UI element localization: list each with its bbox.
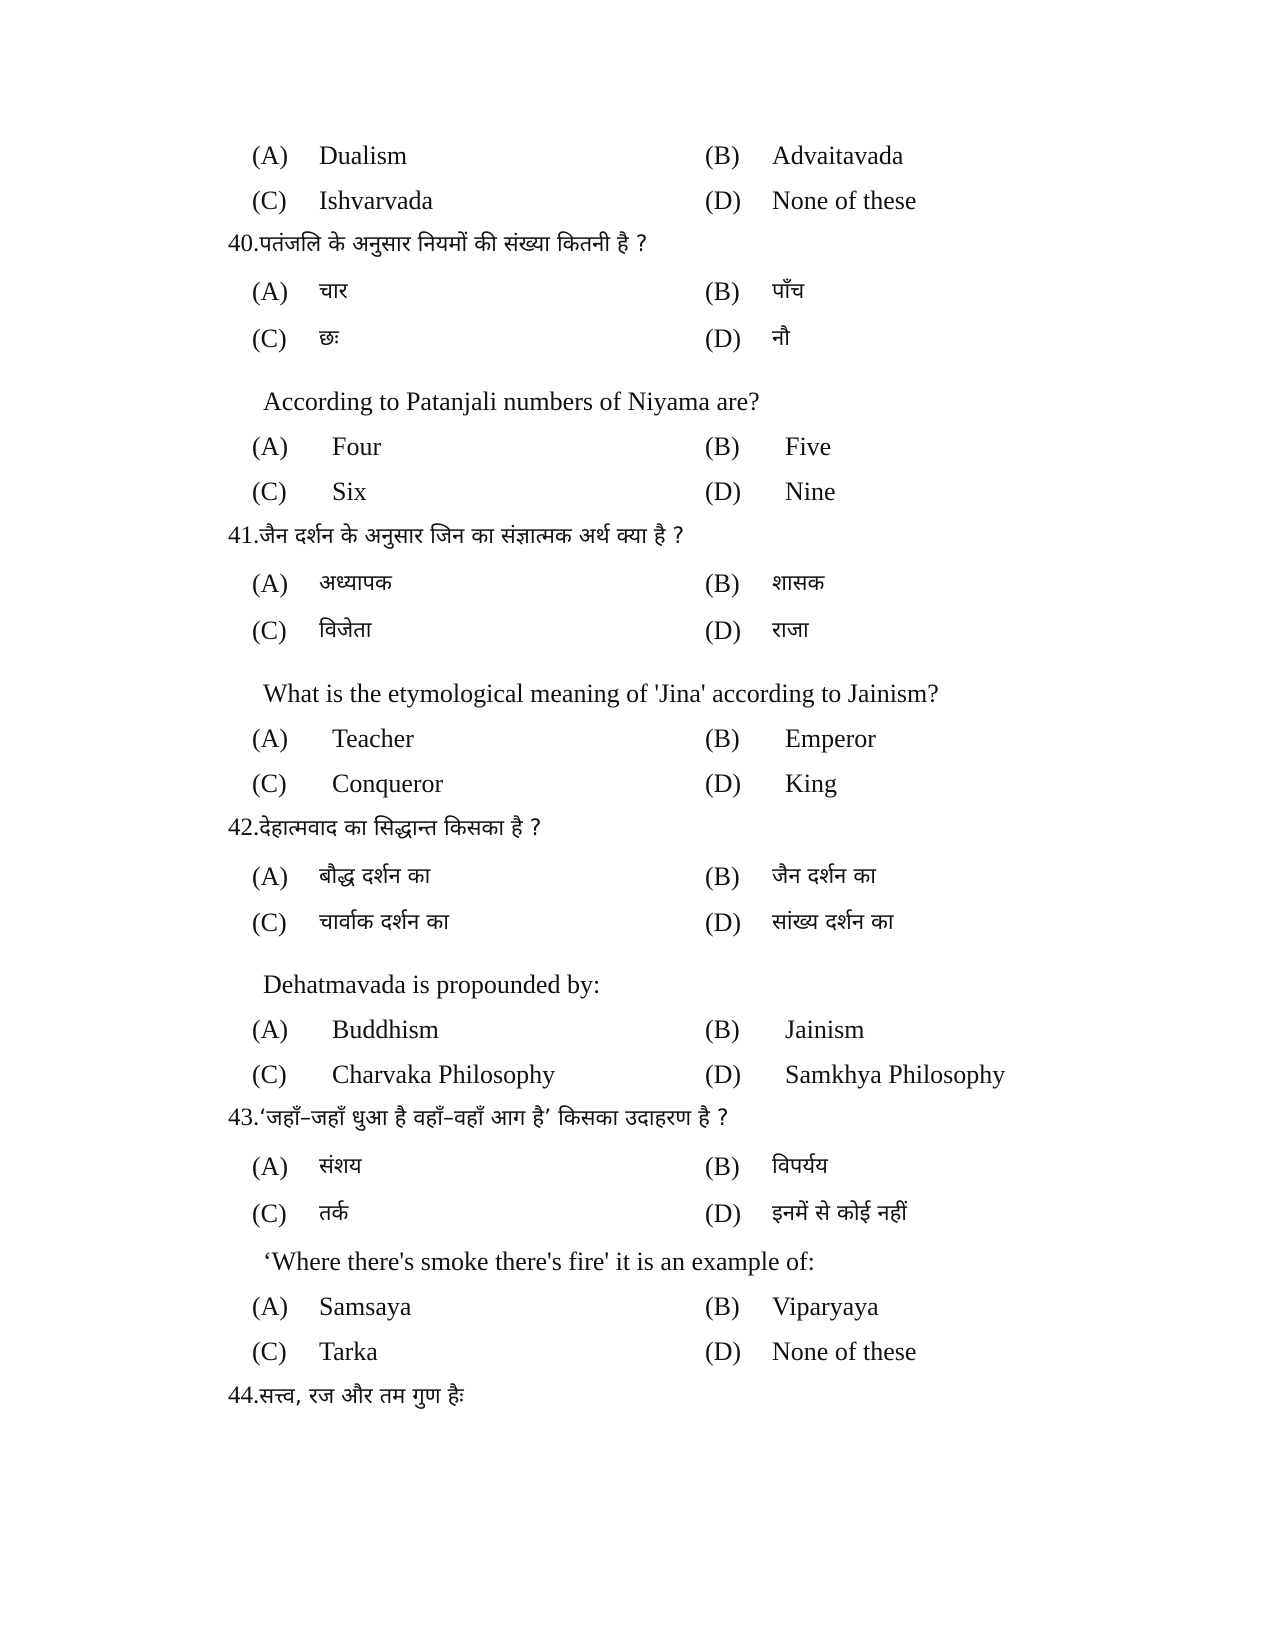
option-letter: (D)	[705, 1199, 742, 1228]
option-letter: (A)	[252, 432, 289, 461]
option-text: Buddhism	[332, 1015, 439, 1044]
option-letter: (A)	[252, 1292, 289, 1321]
option-letter: (A)	[252, 1015, 289, 1044]
option-letter: (D)	[705, 186, 742, 215]
option-letter: (C)	[252, 908, 287, 937]
option-letter: (B)	[705, 862, 740, 891]
question-text-english: What is the etymological meaning of 'Jina' according to Jainism?	[263, 679, 939, 708]
question-text-hindi: पतंजलि के अनुसार नियमों की संख्या कितनी है ?	[259, 232, 648, 257]
question-text-english: According to Patanjali numbers of Niyama are?	[263, 387, 760, 416]
option-letter: (A)	[252, 569, 289, 598]
question-number: 40.	[228, 230, 260, 257]
option-text: Advaitavada	[772, 141, 904, 170]
question-text-hindi: सत्त्व, रज और तम गुण हैः	[259, 1384, 464, 1409]
option-letter: (B)	[705, 724, 740, 753]
option-letter: (D)	[705, 908, 742, 937]
option-letter: (B)	[705, 1292, 740, 1321]
option-text: चार्वाक दर्शन का	[319, 910, 449, 935]
option-letter: (D)	[705, 769, 742, 798]
option-text: राजा	[772, 618, 809, 643]
option-text: तर्क	[319, 1201, 349, 1226]
option-letter: (B)	[705, 141, 740, 170]
option-letter: (D)	[705, 1060, 742, 1089]
question-number: 44.	[228, 1382, 260, 1409]
option-text: Emperor	[785, 724, 876, 753]
option-text: विजेता	[319, 618, 372, 643]
option-letter: (C)	[252, 769, 287, 798]
option-text: छः	[319, 326, 339, 351]
option-letter: (A)	[252, 1152, 289, 1181]
option-text: पाँच	[772, 279, 805, 304]
option-letter: (C)	[252, 186, 287, 215]
option-text: Tarka	[319, 1337, 378, 1366]
option-text: नौ	[772, 326, 790, 351]
option-text: संशय	[319, 1154, 362, 1179]
option-text: बौद्ध दर्शन का	[319, 864, 431, 889]
option-text: Ishvarvada	[319, 186, 434, 215]
option-text: Jainism	[785, 1015, 865, 1044]
option-text: None of these	[772, 186, 917, 215]
option-text: चार	[319, 279, 348, 304]
option-text: Six	[332, 477, 367, 506]
option-letter: (C)	[252, 477, 287, 506]
question-stem	[228, 1098, 729, 1138]
option-text: Samkhya Philosophy	[785, 1060, 1006, 1089]
option-letter: (B)	[705, 1152, 740, 1181]
option-letter: (B)	[705, 569, 740, 598]
option-letter: (B)	[705, 432, 740, 461]
option-letter: (D)	[705, 1337, 742, 1366]
question-text-hindi: देहात्मवाद का सिद्धान्त किसका है ?	[259, 816, 542, 841]
option-text: सांख्य दर्शन का	[772, 910, 894, 935]
option-text: शासक	[772, 571, 825, 596]
option-text: जैन दर्शन का	[772, 864, 876, 889]
option-letter: (D)	[705, 616, 742, 645]
question-text-english: ‘Where there's smoke there's fire' it is an example of:	[263, 1247, 815, 1276]
question-number: 41.	[228, 522, 260, 549]
question-text-hindi: जैन दर्शन के अनुसार जिन का संज्ञात्मक अर्थ क्या है ?	[259, 524, 685, 549]
option-text: Charvaka Philosophy	[332, 1060, 556, 1089]
option-text: Samsaya	[319, 1292, 412, 1321]
option-text: अध्यापक	[319, 571, 392, 596]
option-letter: (B)	[705, 1015, 740, 1044]
option-letter: (B)	[705, 277, 740, 306]
option-letter: (A)	[252, 724, 289, 753]
question-stem	[228, 224, 647, 264]
option-text: Four	[332, 432, 382, 461]
option-text: Five	[785, 432, 832, 461]
option-letter: (A)	[252, 277, 289, 306]
option-text: विपर्यय	[772, 1154, 828, 1179]
option-letter: (C)	[252, 1337, 287, 1366]
option-text: None of these	[772, 1337, 917, 1366]
question-stem	[228, 808, 541, 848]
option-letter: (D)	[705, 477, 742, 506]
option-text: Nine	[785, 477, 836, 506]
option-letter: (C)	[252, 616, 287, 645]
question-number: 42.	[228, 814, 260, 841]
option-letter: (D)	[705, 324, 742, 353]
option-text: Conqueror	[332, 769, 444, 798]
option-text: इनमें से कोई नहीं	[772, 1201, 908, 1226]
option-letter: (C)	[252, 324, 287, 353]
option-letter: (C)	[252, 1199, 287, 1228]
option-letter: (A)	[252, 141, 289, 170]
option-text: King	[785, 769, 837, 798]
question-text-english: Dehatmavada is propounded by:	[263, 970, 601, 999]
question-number: 43.	[228, 1104, 260, 1131]
option-text: Viparyaya	[772, 1292, 879, 1321]
question-stem	[228, 516, 684, 556]
option-text: Dualism	[319, 141, 408, 170]
question-stem	[228, 1376, 464, 1416]
question-text-hindi: ‘जहाँ–जहाँ धुआ है वहाँ–वहाँ आग है’ किसका उदाहरण है ?	[259, 1106, 729, 1131]
option-letter: (C)	[252, 1060, 287, 1089]
option-text: Teacher	[332, 724, 414, 753]
option-letter: (A)	[252, 862, 289, 891]
